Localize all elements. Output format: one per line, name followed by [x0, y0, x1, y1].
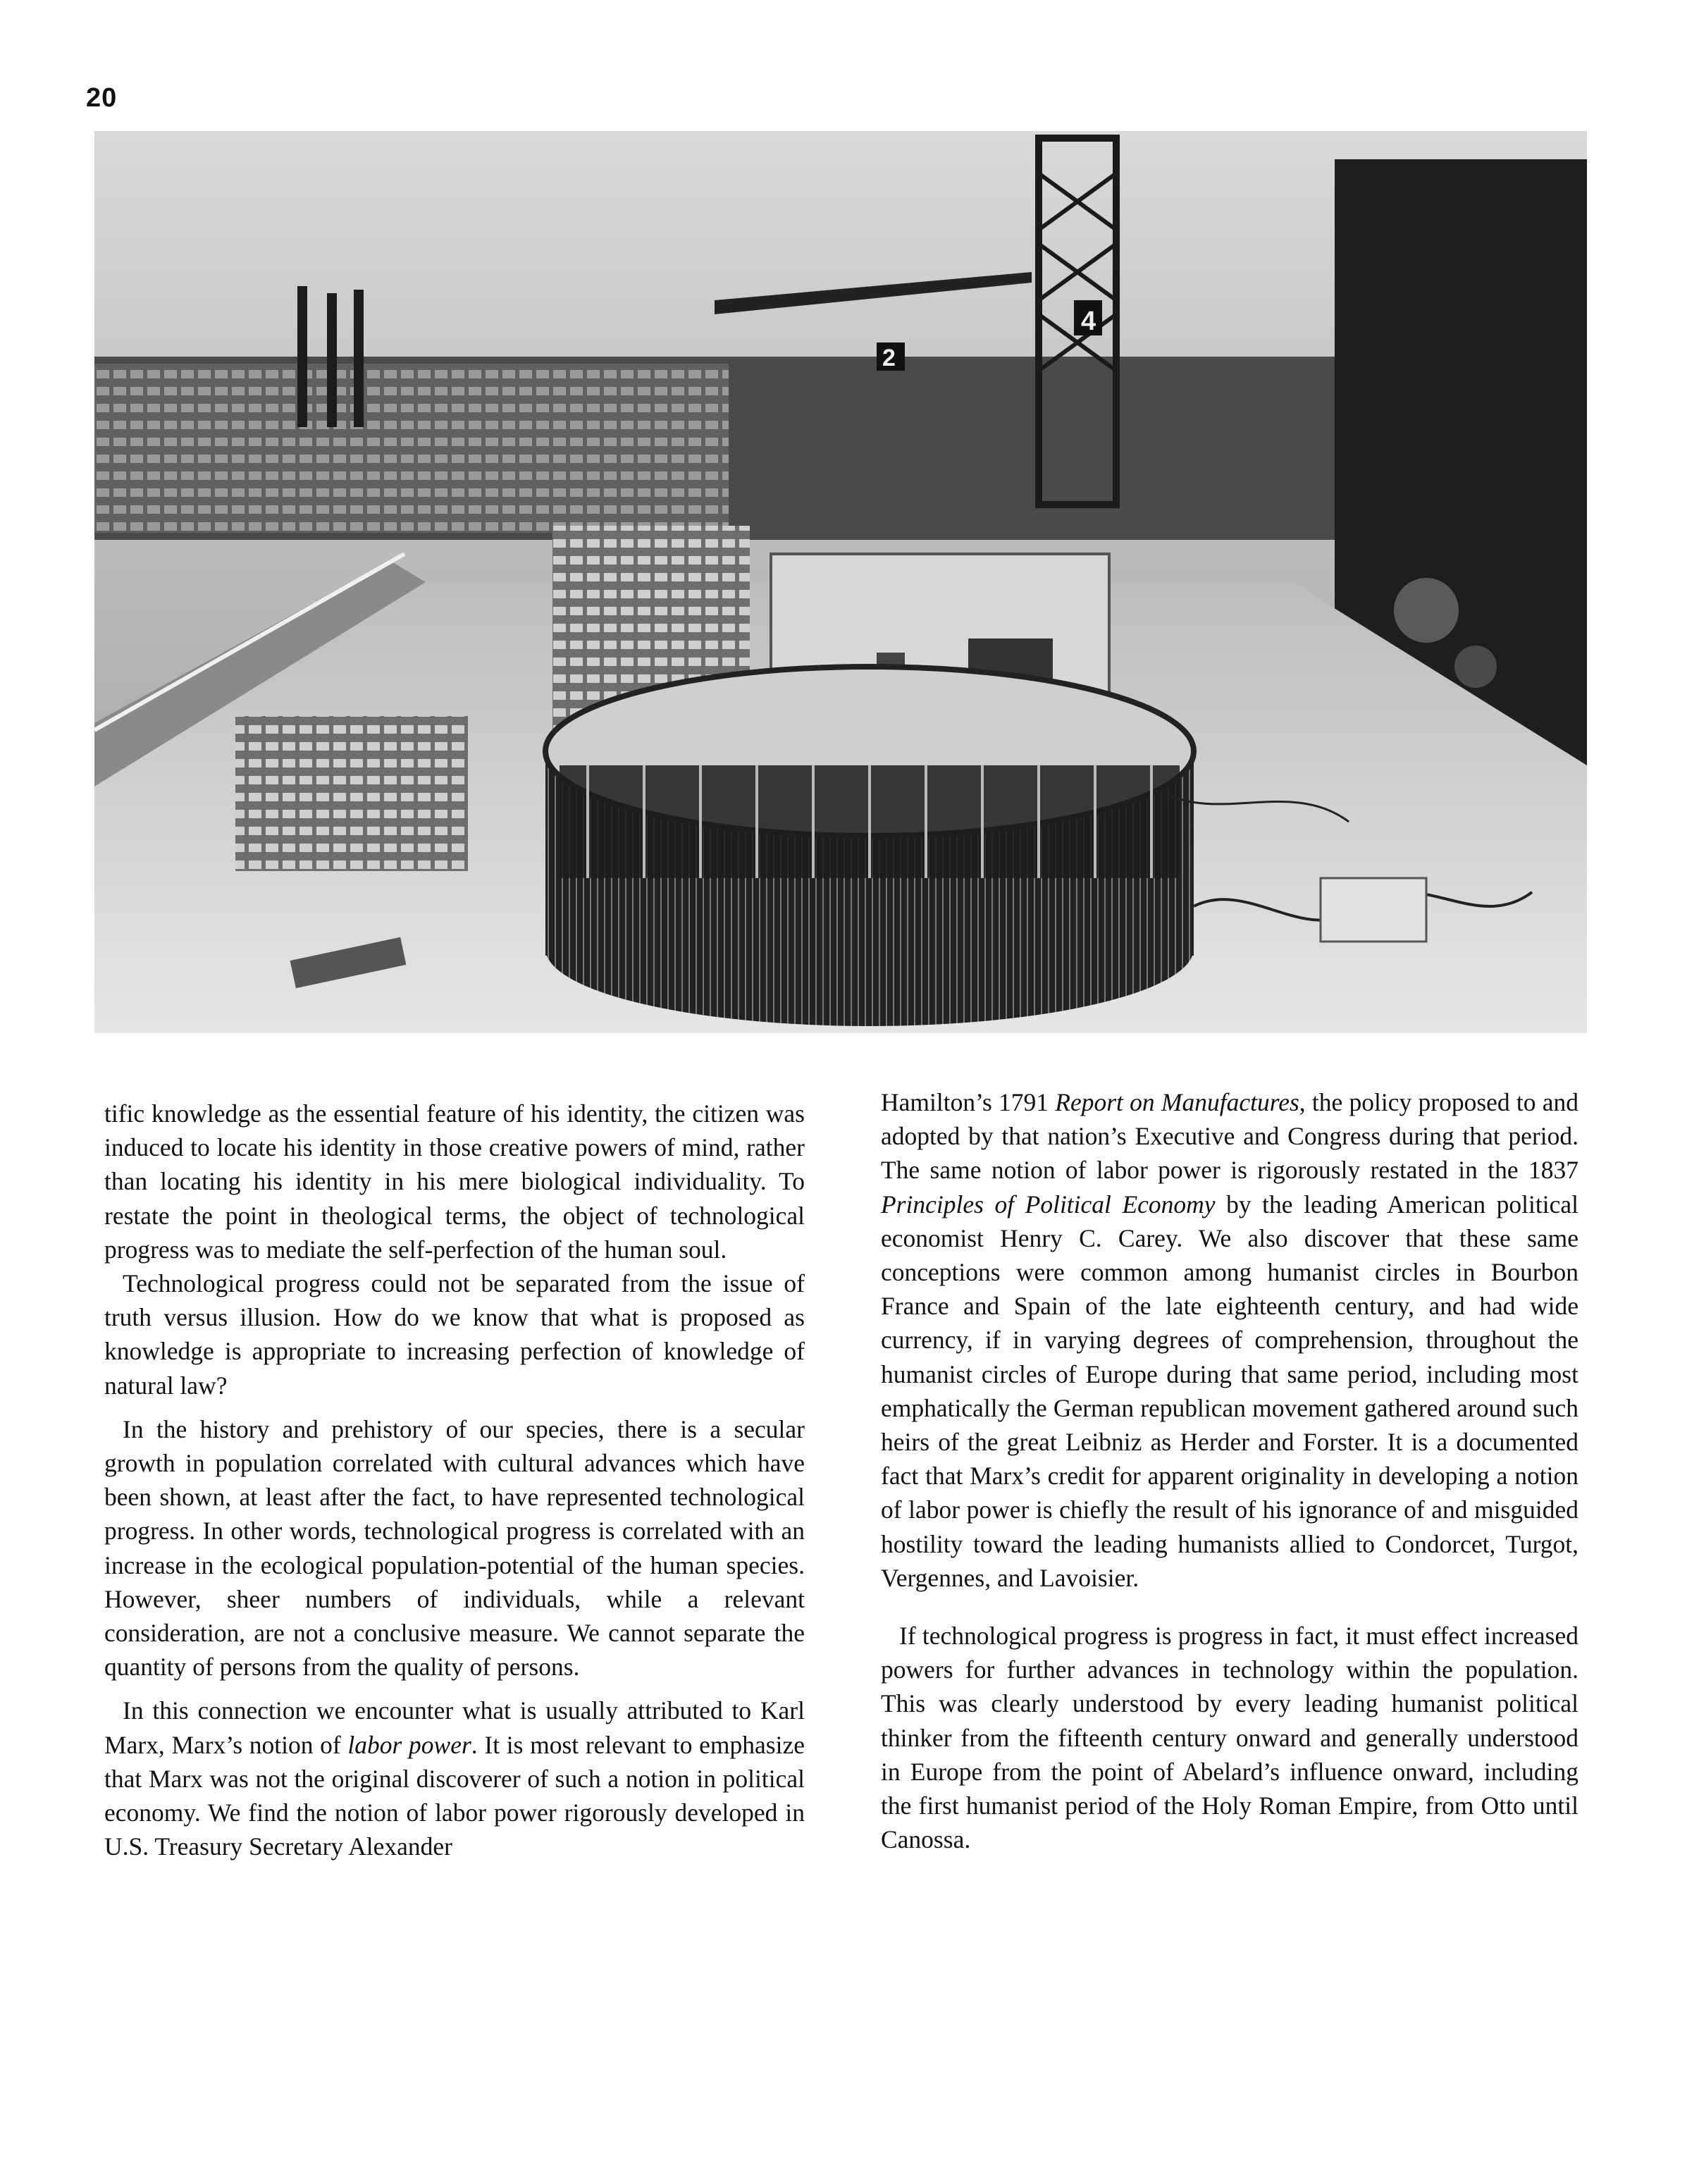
right-paragraph-1-b: , the policy proposed to and adopted by that nation’s Executive and Congress during that period. The same notion of labor power is rigorously restated in the 1837: [881, 1088, 1579, 1185]
construction-site-photo: [94, 131, 1587, 1033]
left-paragraph-4-start: In this connection we encounter what is usually attributed to Karl Marx, Marx’s notion of: [104, 1696, 805, 1759]
labor-power-term: labor power: [347, 1730, 471, 1759]
svg-text:4: 4: [1081, 307, 1096, 336]
left-paragraph-2: Technological progress could not be separated from the issue of truth versus illusion. How do we know that what is proposed as knowledge is appropriate to increasing perfection of knowledge of natural law?: [104, 1269, 805, 1400]
left-paragraph-4-end: . It is most relevant to emphasize that Marx was not the original discoverer of such a notion in political economy. We find the notion of labor power rigorously developed in U.S. Treasury Secretary Alexander: [104, 1730, 805, 1861]
left-paragraph-4: [104, 1693, 805, 1863]
reactor-construction-illustration: [94, 131, 1587, 1033]
left-paragraph-1: tific knowledge as the essential feature of his identity, the citizen was induced to locate his identity in those creative powers of mind, rather than locating his identity in his mere biological individuality. To restate the point in theological terms, the object of technological progress was to mediate the self-perfection of the human soul.: [104, 1099, 805, 1264]
right-paragraph-1-c: by the leading American political economist Henry C. Carey. We also discover that these same conceptions were common among humanist circles in Bourbon France and Spain of the late eighteenth century, and had wide currency, if in varying degrees of comprehension, throughout the humanist circles of Europe during that same period, including most emphatically the German republican movement gathered around such heirs of the great Leibniz as Herder and Forster. It is a documented fact that Marx’s credit for apparent originality in developing a notion of labor power is chiefly the result of his ignorance of and misguided hostility toward the leading humanists allied to Condorcet, Turgot, Vergennes, and Lavoisier.: [881, 1190, 1579, 1592]
right-paragraph-2: If technological progress is progress in fact, it must effect increased powers for further advances in technology within the population. This was clearly understood by every leading humanist political thinker from the fifteenth century onward and generally understood in Europe from the point of Abelard’s influence onward, including the first humanist period of the Holy Roman Empire, from Otto until Canossa.: [881, 1622, 1578, 1854]
left-paragraph-3: In the history and prehistory of our species, there is a secular growth in population correlated with cultural advances which have been shown, at least after the fact, to have represented technological progress. In other words, technological progress is correlated with an increase in the ecological population-potential of the human species. However, sheer numbers of individuals, while a relevant consideration, are not a conclusive measure. We cannot separate the quantity of persons from the quality of persons.: [104, 1414, 805, 1682]
page-number: 20: [86, 83, 118, 113]
right-paragraph-1: [881, 1085, 1578, 1595]
right-text-column: [881, 1085, 1578, 1856]
right-paragraph-1-a: Hamilton’s 1791: [881, 1088, 1056, 1116]
report-on-manufactures-title: Report on Manufactures: [1055, 1088, 1299, 1116]
principles-of-political-economy-title: Principles of Political Economy: [881, 1190, 1216, 1219]
svg-text:2: 2: [882, 345, 896, 371]
left-text-column: [104, 1097, 805, 1863]
